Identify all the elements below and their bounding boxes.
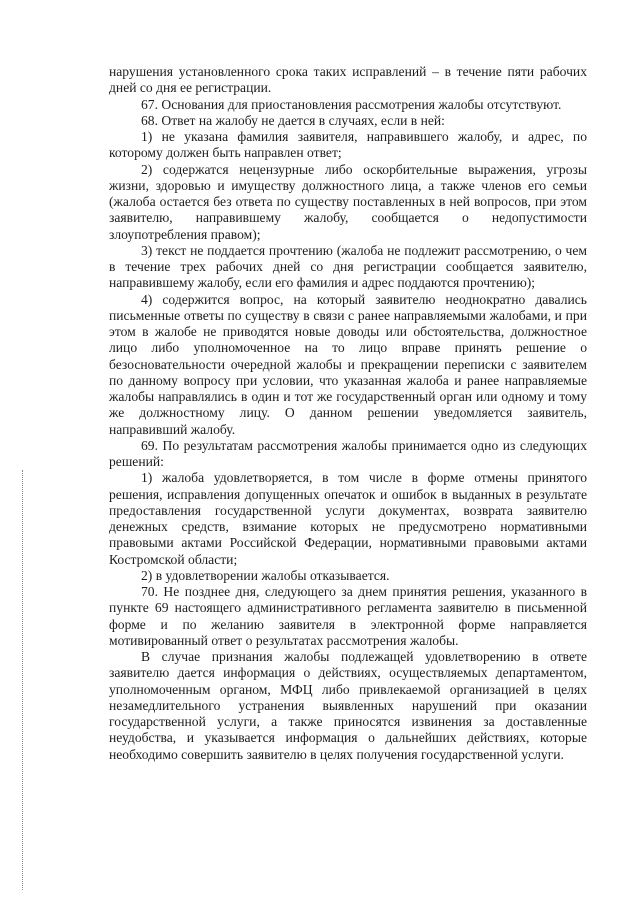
paragraph-68-item-2: 2) содержатся нецензурные либо оскорбительные выражения, угрозы жизни, здоровью и имуществу должностного лица, а также членов его семьи (жалоба остается без ответа по существу поставленных в ней вопросов, при этом заявителю, направившему жалобу, сообщается о недопустимости злоупотребления правом); [109,161,587,242]
paragraph-69: 69. По результатам рассмотрения жалобы принимается одно из следующих решений: [109,437,587,469]
scan-edge-line [22,470,23,890]
paragraph-69-item-1: 1) жалоба удовлетворяется, в том числе в форме отмены принятого решения, исправления допущенных опечаток и ошибок в выданных в результате предоставления государственной услуги документах, возврата заявителю денежных средств, взимание которых не предусмотрено нормативными правовыми актами Российской Федерации, нормативными правовыми актами Костромской области; [109,470,587,567]
paragraph-68: 68. Ответ на жалобу не дается в случаях, если в ней: [141,112,445,128]
paragraph-70: 70. Не позднее дня, следующего за днем принятия решения, указанного в пункте 69 настоящего административного регламента заявителю в письменной форме и по желанию заявителя в электронной форме направляется мотивированный ответ о результатах рассмотрения жалобы. [109,584,587,648]
paragraph-continuation: нарушения установленного срока таких исправлений – в течение пяти рабочих дней со дня ее регистрации. [109,64,587,96]
paragraph-68-item-1: 1) не указана фамилия заявителя, направившего жалобу, и адрес, по которому должен быть направлен ответ; [109,129,587,161]
document-page [109,64,587,763]
paragraph-68-item-4: 4) содержится вопрос, на который заявителю неоднократно давались письменные ответы по существу в связи с ранее направляемыми жалобами, и при этом в жалобе не приводятся новые доводы или обстоятельства, должностное лицо либо уполномоченное на то лицо вправе принять решение о безосновательности очередной жалобы и прекращении переписки с заявителем по данному вопросу при условии, что указанная жалоба и ранее направляемые жалобы направлялись в один и тот же государственный орган или одному и тому же должностному лицу. О данном решении уведомляется заявитель, направивший жалобу. [109,291,587,437]
paragraph-70-continuation: В случае признания жалобы подлежащей удовлетворению в ответе заявителю дается информация о действиях, осуществляемых департаментом, уполномоченным органом, МФЦ либо привлекаемой организацией в целях незамедлительного устранения выявленных нарушений при оказании государственной услуги, а также приносятся извинения за доставленные неудобства, и указывается информация о дальнейших действиях, которые необходимо совершить заявителю в целях получения государственной услуги. [109,649,587,762]
paragraph-68-item-3: 3) текст не поддается прочтению (жалоба не подлежит рассмотрению, о чем в течение трех рабочих дней со дня регистрации сообщается заявителю, направившему жалобу, если его фамилия и адрес поддаются прочтению); [109,242,587,291]
paragraph-67: 67. Основания для приостановления рассмотрения жалобы отсутствуют. [141,96,562,112]
paragraph-69-item-2: 2) в удовлетворении жалобы отказывается. [141,567,390,583]
